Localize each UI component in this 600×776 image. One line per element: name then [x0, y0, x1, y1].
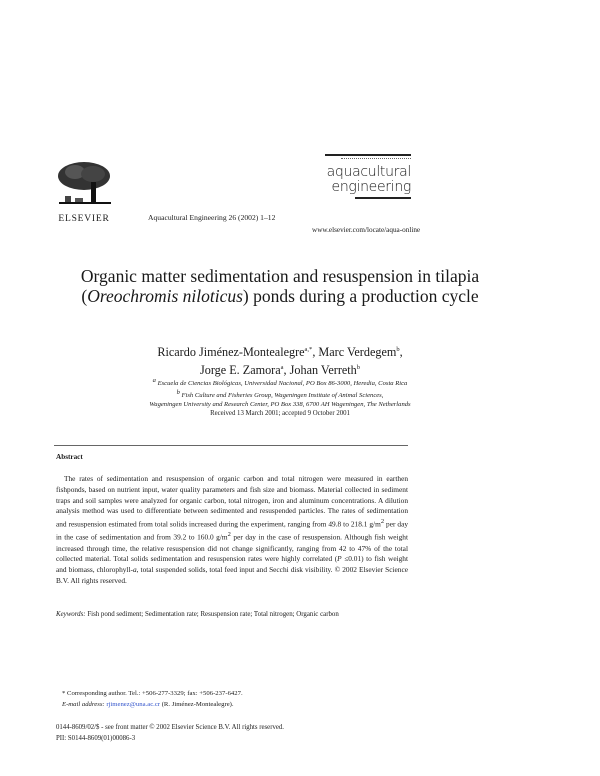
elsevier-tree-icon: [55, 160, 113, 208]
badge-line-1: aquacultural: [326, 164, 411, 180]
front-matter: [56, 723, 436, 744]
abstract-text: , total suspended solids, total feed input and Secchi disk visibility. © 2002 Elsevier Science B.V. All rights reserved.: [56, 565, 408, 586]
title-text: Organic matter sedimentation and resuspension in tilapia (: [80, 266, 480, 306]
italic-a: a: [132, 565, 137, 575]
affiliation-b: [40, 388, 520, 400]
section-divider: [54, 445, 408, 446]
email-label: E-mail address:: [62, 700, 105, 708]
sep: ,: [283, 363, 290, 378]
journal-url-link[interactable]: www.elsevier.com/locate/aqua-online: [312, 226, 421, 234]
author: Jorge E. Zamora: [199, 363, 281, 378]
email-link[interactable]: rjimenez@una.ac.cr: [106, 700, 161, 708]
title-text-end: ) ponds during a production cycle: [242, 286, 479, 306]
affil-sup: a: [152, 377, 156, 384]
pii-line: PII: S0144-8609(01)00086-3: [56, 734, 136, 742]
elsevier-logo: [55, 160, 115, 222]
author-sup: b: [356, 364, 361, 372]
affiliation-a: [40, 376, 520, 388]
publisher-name: ELSEVIER: [58, 214, 110, 224]
italic-p: P: [337, 554, 342, 564]
affil-text: Escuela de Ciencias Biológicas, Universidad Nacional, PO Box 86-3000, Heredia, Costa Rica: [157, 380, 408, 388]
abstract-heading: Abstract: [56, 453, 83, 461]
copyright-line: 0144-8609/02/$ - see front matter © 2002 Elsevier Science B.V. All rights reserved.: [56, 724, 284, 731]
article-title: [80, 266, 480, 306]
sep: ,: [399, 345, 403, 360]
email-owner: (R. Jiménez-Montealegre).: [160, 700, 234, 708]
author-sup: a: [280, 364, 284, 372]
abstract-text: ≤0.01) to fish weight and biomass, chlorophyll-: [56, 554, 408, 575]
affil-text: Wageningen University and Research Center, PO Box 338, 6700 AH Wageningen, The Netherlands: [149, 401, 411, 409]
badge-rule: [325, 154, 411, 156]
keywords: [56, 611, 416, 618]
email-line: [62, 700, 422, 711]
badge-rule-bottom: [355, 197, 411, 199]
journal-reference: Aquacultural Engineering 26 (2002) 1–12: [148, 213, 276, 222]
affil-text: Fish Culture and Fisheries Group, Wageningen Institute of Animal Sciences,: [181, 392, 384, 400]
journal-badge: [325, 154, 411, 199]
author: Ricardo Jiménez-Montealegre: [157, 345, 305, 360]
superscript: 2: [227, 531, 231, 539]
badge-dots: [341, 158, 411, 160]
author: Johan Verreth: [289, 363, 357, 378]
sep: ,: [312, 345, 319, 360]
abstract-text: per day in the case of sedimentation and from 39.2 to 160.0 g/m: [56, 519, 409, 542]
author-sup: a,*: [304, 346, 313, 353]
author-sup: b: [396, 346, 400, 353]
corresponding-author: * Corresponding author. Tel.: +506-277-3329; fax: +506-237-6427.: [62, 690, 243, 697]
abstract-text: per day in the case of resuspension. Although fish weight increased through time, the relative resuspension did not change significantly, ranging from 42 to 47% of the total collected material. Total solids sedimentation and resuspension rates were highly correlated (: [56, 532, 408, 564]
title-species: Oreochromis niloticus: [87, 286, 243, 306]
received-dates: Received 13 March 2001; accepted 9 October 2001: [210, 410, 350, 417]
author-list: [80, 342, 480, 378]
affiliation-b-cont: [40, 400, 520, 409]
author: Marc Verdegem: [318, 345, 397, 360]
affiliations: [40, 376, 520, 409]
superscript: 2: [380, 518, 385, 526]
abstract-text: The rates of sedimentation and resuspension of organic carbon and total nitrogen were measured in earthen fishponds, based on nutrient input, water quality parameters and fish size and biomass. Material collected in sediment traps and soil samples were analyzed for organic carbon, total nitrogen, iron and aluminum concentrations. A dilution analysis method was used to differentiate between sedimented and resuspended particles. The rates of sedimentation and resuspension estimated from total solids increased during the experiment, ranging from 49.8 to 218.1 g/m: [56, 474, 408, 529]
badge-line-2: engineering: [331, 178, 411, 195]
abstract-body: [56, 474, 408, 587]
keywords-label: Keywords:: [56, 611, 86, 618]
affil-sup: b: [176, 389, 180, 397]
corresponding-footnote: [62, 689, 422, 710]
keywords-text: Fish pond sediment; Sedimentation rate; Resuspension rate; Total nitrogen; Organic carbon: [85, 611, 339, 618]
